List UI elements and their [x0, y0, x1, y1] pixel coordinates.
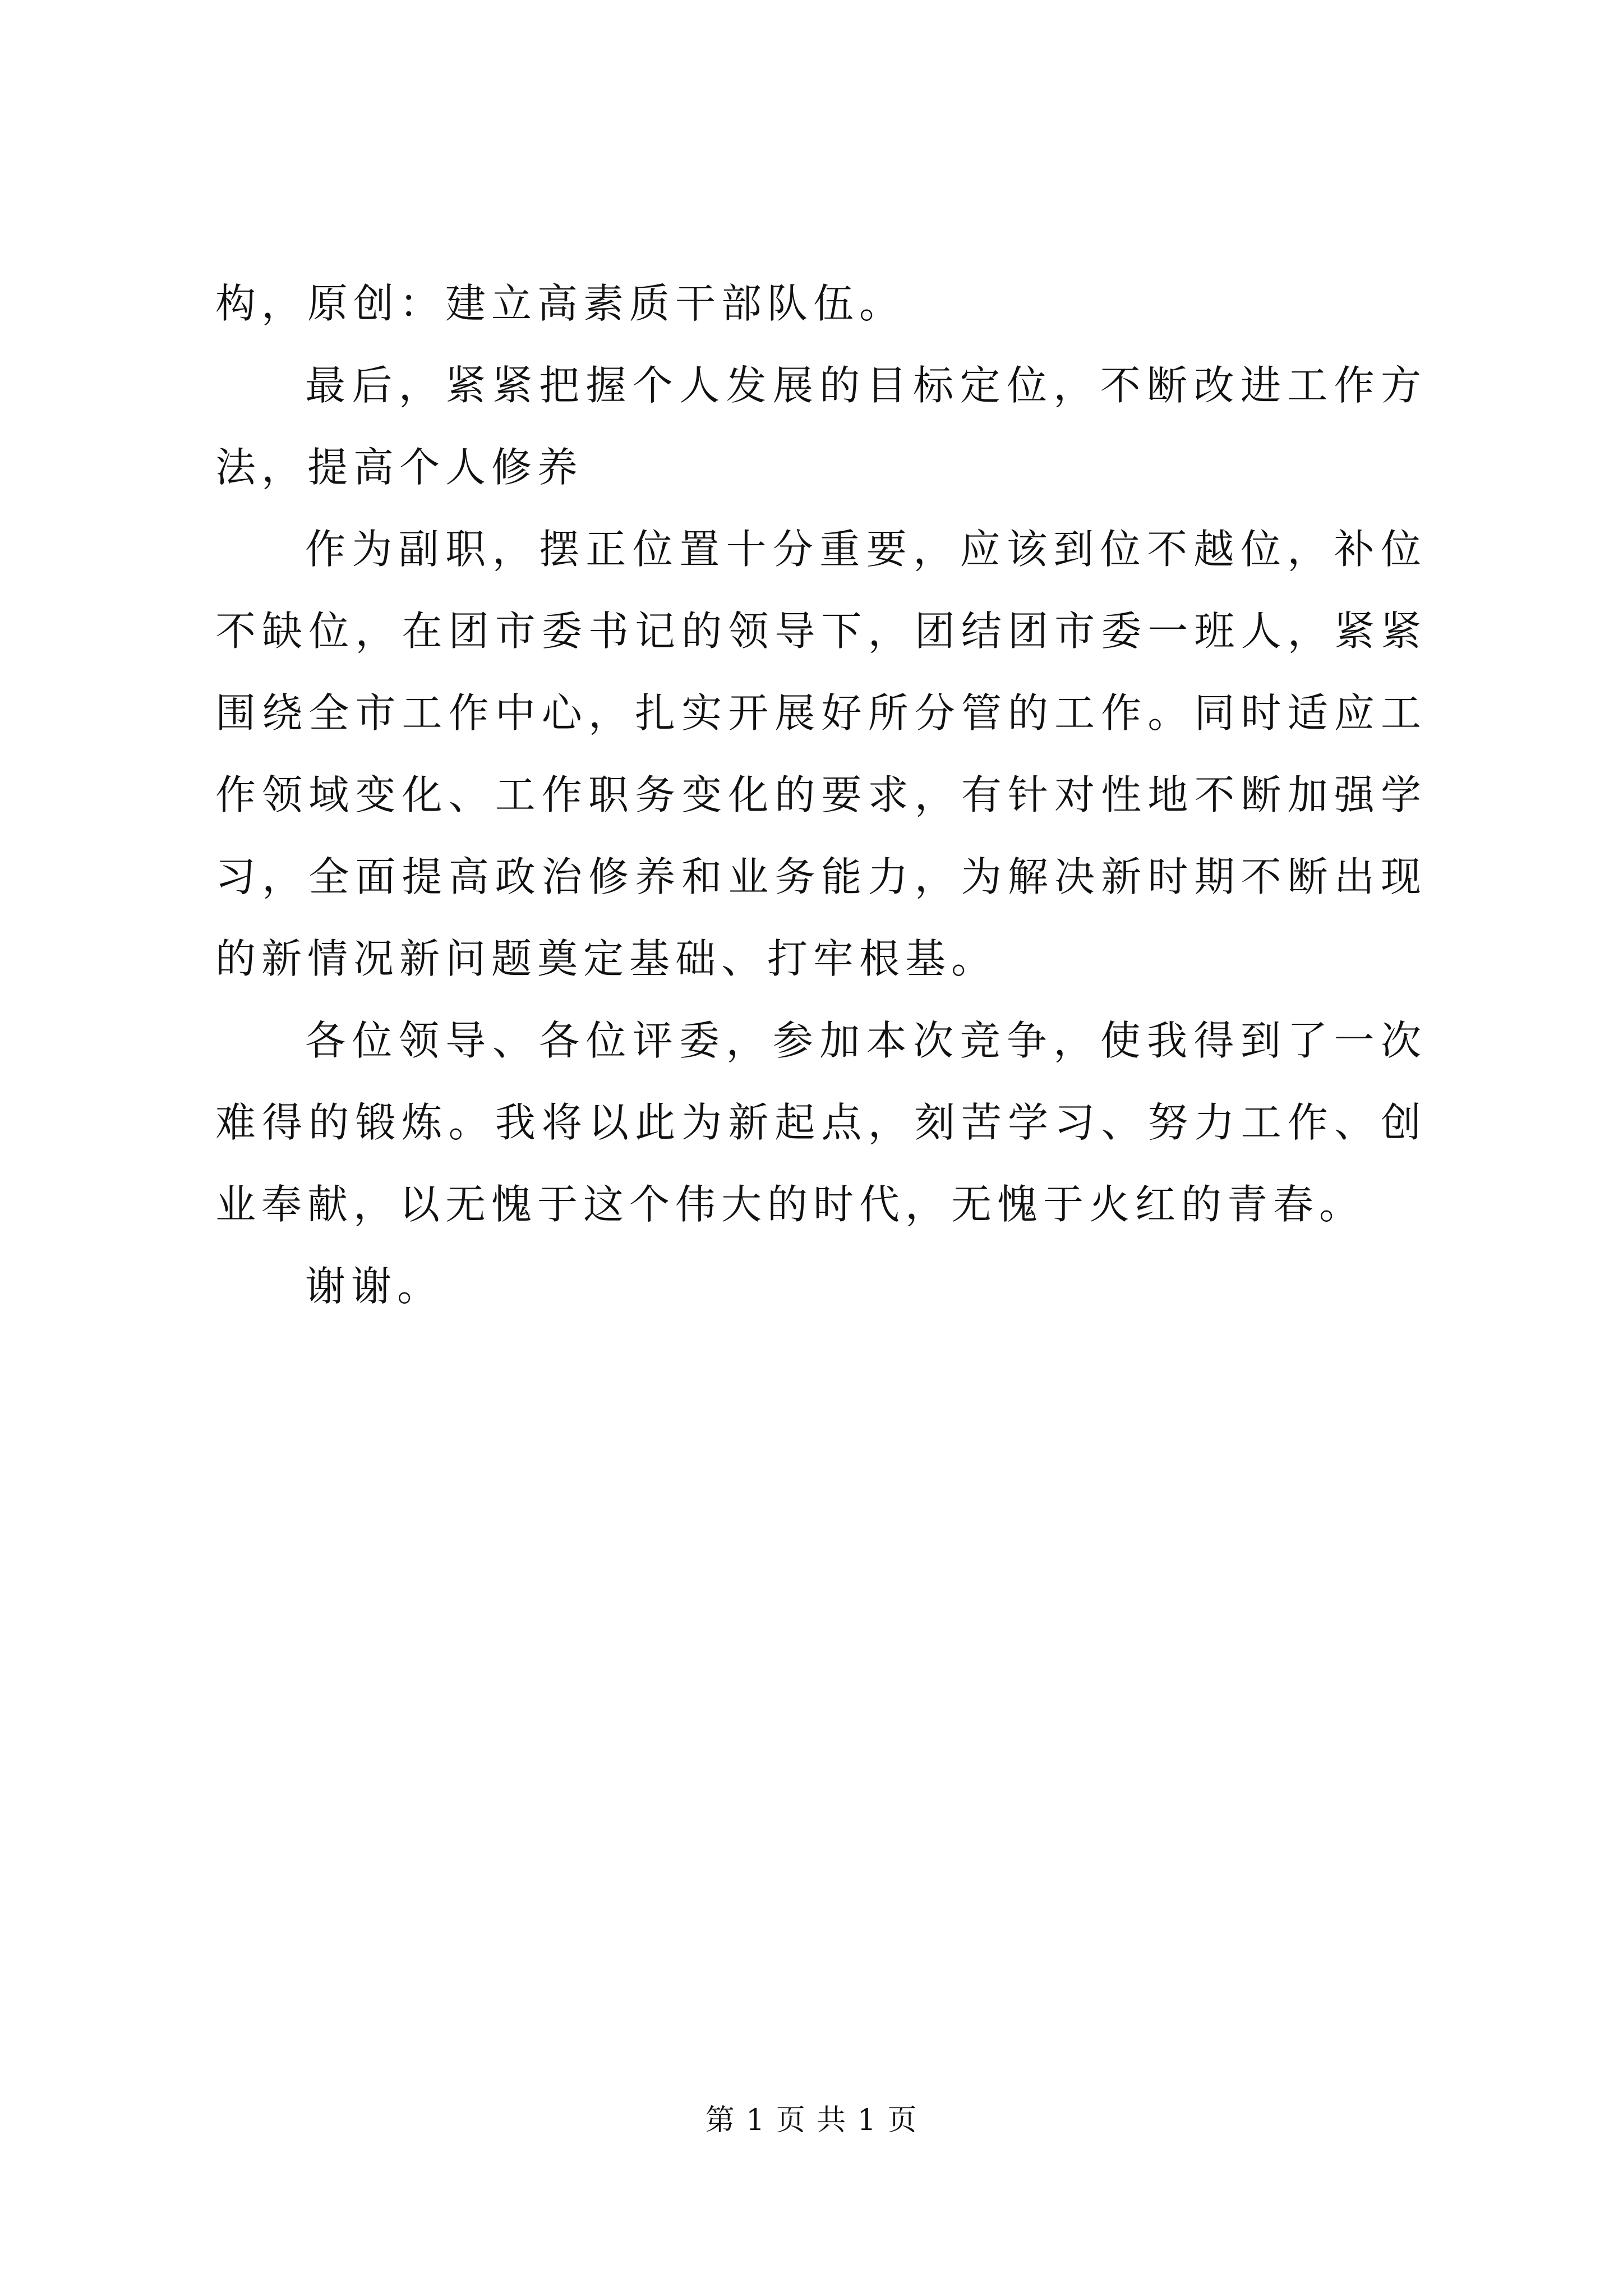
paragraph-thanks: 谢谢。	[305, 1263, 444, 1310]
paragraph-closing: 各位领导、各位评委，参加本次竞争，使我得到了一次难得的锻炼。我将以此为新起点，刻苦学习、努力工作、创业奉献，以无愧于这个伟大的时代，无愧于火红的青春。	[215, 1017, 1427, 1228]
document-body	[215, 263, 1427, 1327]
page-footer: 第 1 页 共 1 页	[705, 2104, 918, 2137]
paragraph-goal: 最后，紧紧把握个人发展的目标定位，不断改进工作方法，提高个人修养	[215, 362, 1427, 491]
paragraph-role: 作为副职，摆正位置十分重要，应该到位不越位，补位不缺位，在团市委书记的领导下，团结团市委一班人，紧紧围绕全市工作中心，扎实开展好所分管的工作。同时适应工作领域变化、工作职务变化的要求，有针对性地不断加强学习，全面提高政治修养和业务能力，为解决新时期不断出现的新情况新问题奠定基础、打牢根基。	[215, 526, 1427, 982]
paragraph-continuation: 构，原创：建立高素质干部队伍。	[215, 280, 906, 327]
